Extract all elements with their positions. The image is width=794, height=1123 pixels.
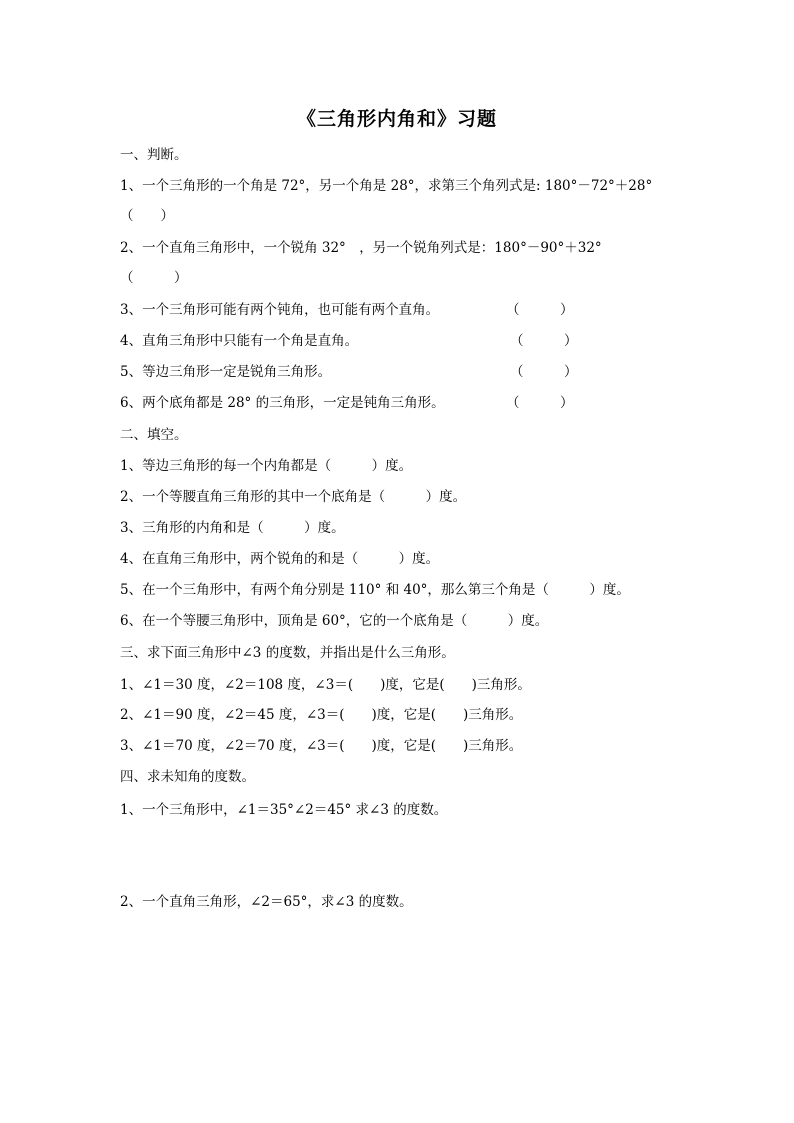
question-text: 1、等边三角形的每一个内角都是（ ）度。 [120, 458, 413, 474]
page-title: 《三角形内角和》习题 [296, 108, 497, 130]
question-text: 5、等边三角形一定是锐角三角形。 [120, 364, 332, 380]
question-text: 3、一个三角形可能有两个钝角，也可能有两个直角。 [120, 302, 440, 318]
question-text: 2、一个直角三角形，∠2＝65°，求∠3 的度数。 [120, 894, 413, 910]
question-text: 2、一个等腰直角三角形的其中一个底角是（ ）度。 [120, 489, 467, 505]
question-text: 5、在一个三角形中，有两个角分别是 110° 和 40°，那么第三个角是（ ）度。 [120, 582, 630, 598]
section-heading: 三、求下面三角形中∠3 的度数，并指出是什么三角形。 [120, 645, 455, 661]
section-heading: 二、填空。 [120, 427, 188, 443]
answer-blank: （ ） [510, 333, 578, 349]
question-text: 1、一个三角形的一个角是 72°，另一个角是 28°，求第三个角列式是: 180°－72°＋28° [120, 178, 653, 194]
section-heading: 四、求未知角的度数。 [120, 769, 255, 785]
question-text: 1、∠1＝30 度，∠2＝108 度，∠3＝( )度，它是( )三角形。 [120, 677, 531, 693]
answer-blank: （ ） [120, 270, 188, 286]
answer-blank: （ ） [510, 364, 578, 380]
question-text: 2、一个直角三角形中，一个锐角 32° ，另一个锐角列式是：180°－90°＋32° [120, 240, 602, 256]
question-text: 4、在直角三角形中，两个锐角的和是（ ）度。 [120, 551, 440, 567]
question-text: 6、两个底角都是 28° 的三角形，一定是钝角三角形。 [120, 395, 445, 411]
answer-blank: （ ） [506, 302, 574, 318]
question-text: 3、∠1＝70 度，∠2＝70 度，∠3＝( )度，它是( )三角形。 [120, 738, 523, 754]
question-text: 6、在一个等腰三角形中，顶角是 60°，它的一个底角是（ ）度。 [120, 613, 549, 629]
question-text: 1、一个三角形中，∠1＝35°∠2＝45° 求∠3 的度数。 [120, 802, 448, 818]
question-text: 4、直角三角形中只能有一个角是直角。 [120, 333, 359, 349]
answer-blank: （ ） [120, 208, 174, 224]
answer-blank: （ ） [506, 395, 574, 411]
question-text: 3、三角形的内角和是（ ）度。 [120, 520, 345, 536]
question-text: 2、∠1＝90 度，∠2＝45 度，∠3＝( )度，它是( )三角形。 [120, 707, 523, 723]
section-heading: 一、判断。 [120, 147, 188, 163]
